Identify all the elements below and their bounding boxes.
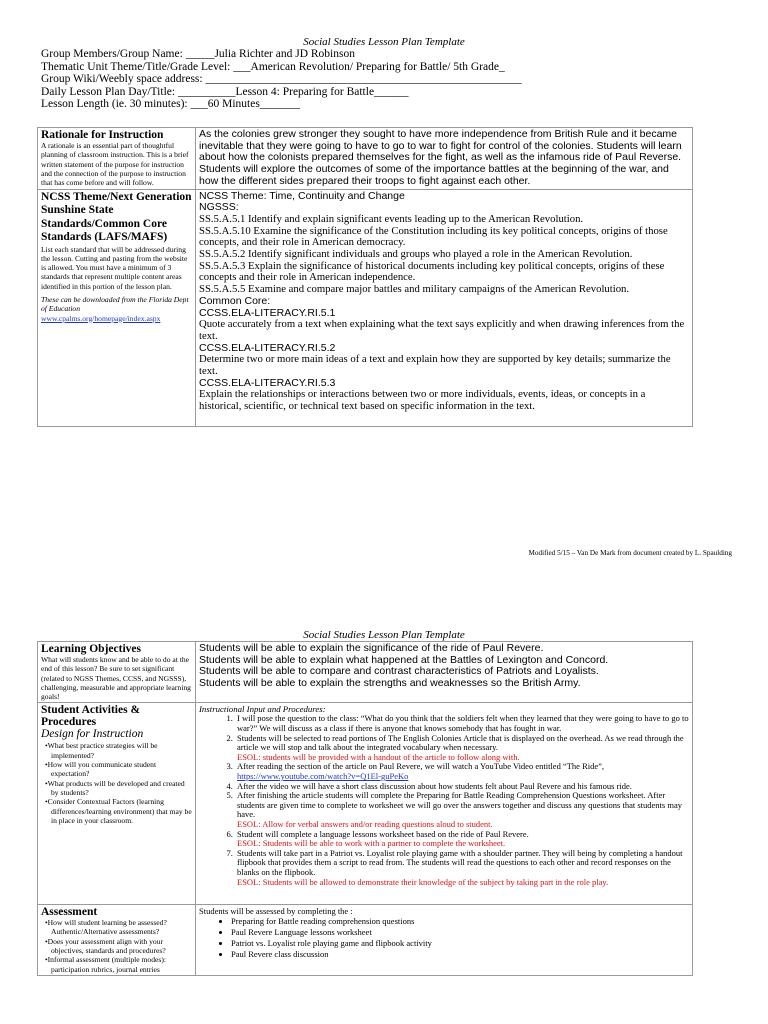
standards-label-cell <box>38 189 196 426</box>
objectives-note: What will students know and be able to do at the end of this lesson? Be sure to set significant (related to NGSS Themes, CCSS, and NGSSS), challenging, measurable and appropriate learning goals! <box>41 655 191 702</box>
length-label: Lesson Length (ie. 30 minutes): <box>41 98 191 111</box>
rationale-label-cell <box>38 128 196 190</box>
objectives-heading: Learning Objectives <box>41 643 141 655</box>
step-text: After reading the section of the article on Paul Revere, we will watch a YouTube Video entitled “The Ride”, <box>237 761 605 772</box>
ccss-text: Quote accurately from a text when explaining what the text says explicitly and when drawing inferences from the text. <box>199 318 685 342</box>
procedure-steps <box>199 762 689 820</box>
prompt-item: •Does your assessment align with your objectives, standards and procedures? <box>45 936 166 956</box>
standards-heading: NCSS Theme/Next Generation Sunshine State Standards/Common Core Standards (LAFS/MAFS) <box>41 190 192 244</box>
ccss-code: CCSS.ELA-LITERACY.RI.5.2 <box>199 341 336 354</box>
ccss-text: Determine two or more main ideas of a text and explain how they are supported by key details; summarize the text. <box>199 353 671 378</box>
objectives-label-cell <box>38 642 196 703</box>
wiki-label: Group Wiki/Weebly space address: <box>41 73 206 86</box>
assessment-lead: Students will be assessed by completing the : <box>199 906 353 917</box>
prompt-item: •Consider Contextual Factors (learning differences/learning environment) that may be in place in your classroom. <box>45 797 192 825</box>
modified-note: Modified 5/15 – Van De Mark from document created by L. Spaulding <box>528 549 732 557</box>
assessment-item: • Patriot vs. Loyalist role playing game and flipbook activity <box>231 938 689 949</box>
procedure-step: 7. Students will take part in a Patriot vs. Loyalist role playing game with a shoulder partner. They will being by completing a handout flipbook that provides them a script to read from. The students will read the questions to each other and record responses on the blanks on the flipbook. <box>235 849 689 878</box>
assessment-heading: Assessment <box>41 906 98 919</box>
standard-line: SS.5.A.5.2 Identify significant individuals and groups who played a role in the American Revolution. <box>199 248 633 261</box>
objective-line: Students will be able to compare and contrast characteristics of Patriots and Loyalists. <box>199 665 599 678</box>
procedure-steps <box>199 714 689 752</box>
prompt-item: •How will you communicate student expectation? <box>45 760 157 779</box>
activities-content-cell <box>196 703 693 905</box>
rationale-content-cell <box>196 128 693 190</box>
procedure-step: 4. After the video we will have a short class discussion about how students felt about Paul Revere and his famous ride. <box>235 782 689 792</box>
objective-line: Students will be able to explain what happened at the Battles of Lexington and Concord. <box>199 653 609 666</box>
esol-note: ESOL: Students will be able to work with a partner to complete the worksheet. <box>237 838 506 849</box>
rationale-text: As the colonies grew stronger they sought to have more independence from British Rule and it became inevitable that they were going to have to go to war to fight for control of the colonies. Students will learn about how the colonists prepared themselves for the fight, as well as the infamous ride of Paul Reverse. Students will explore the outcomes of some of the importance battles at the beginning of the war, and how the different sides prepared their troops to fight against each other. <box>199 128 682 187</box>
objective-line: Students will be able to explain the strengths and weaknesses so the British Army. <box>199 677 581 690</box>
standard-line: SS.5.A.5.10 Examine the significance of the Constitution including its key political concepts, origins of those concepts, and their role in American democracy. <box>199 224 668 249</box>
length-value: ___60 Minutes_______ <box>190 98 301 111</box>
assessment-item: • Paul Revere Language lessons worksheet <box>231 927 689 938</box>
prompt-item: •Informal assessment (multiple modes): participation rubrics, journal entries <box>45 955 166 974</box>
ncss-theme-line: NCSS Theme: Time, Continuity and Change <box>199 189 405 202</box>
rationale-note: A rationale is an essential part of thoughtful planning of classroom instruction. This is a brief written statement of the purpose for instruction and the connection of the purpose to instruction that has come before and will follow. <box>41 141 189 188</box>
prompt-item: •What products will be developed and created by students? <box>45 778 185 797</box>
prompt-item: •How will student learning be assessed? Authentic/Alternative assessments? <box>45 918 167 937</box>
page-title-2: Social Studies Lesson Plan Template <box>303 629 465 641</box>
procedure-step: 1. I will pose the question to the class: “What do you think that the soldiers felt when they learned that they were going to have to go to war?” We will discuss as a class if there is anyone that knows somebody that has fought in war. <box>235 714 689 733</box>
esol-note: ESOL: students will be provided with a handout of the article to follow along with. <box>237 751 520 762</box>
assessment-item: • Preparing for Battle reading comprehension questions <box>231 916 689 927</box>
standards-content-cell <box>196 189 693 426</box>
unit-label: Thematic Unit Theme/Title/Grade Level: <box>41 60 234 73</box>
daily-value: __________Lesson 4: Preparing for Battle______ <box>177 85 409 98</box>
daily-label: Daily Lesson Plan Day/Title: <box>41 85 178 98</box>
esol-note: ESOL: Students will be allowed to demonstrate their knowledge of the subject by taking part in the role play. <box>237 876 609 887</box>
procedure-step: 5. After finishing the article students will complete the Preparing for Battle Reading Comprehension Questions worksheet. After students are given time to complete to worksheet we will go over the answers together and discuss any questions that students may have. <box>235 791 689 820</box>
objectives-content-cell <box>196 642 693 703</box>
standard-line: SS.5.A.5.1 Identify and explain significant events leading up to the American Revolution. <box>199 212 584 225</box>
youtube-link[interactable]: https://www.youtube.com/watch?v=Q1El-guPeKo <box>237 771 409 782</box>
lesson-table-page-1 <box>37 127 693 427</box>
activities-prompts <box>41 741 192 825</box>
group-value: _____Julia Richter and JD Robinson <box>185 48 355 60</box>
unit-value: ___American Revolution/ Preparing for Battle/ 5th Grade_ <box>233 60 505 73</box>
assessment-items <box>199 916 689 960</box>
ccss-code: CCSS.ELA-LITERACY.RI.5.3 <box>199 376 336 389</box>
rationale-heading: Rationale for Instruction <box>41 129 164 141</box>
standards-download-note: These can be downloaded from the Florida Dept of Education <box>41 295 189 314</box>
activities-heading: Student Activities & Procedures <box>41 704 141 729</box>
cpalms-link[interactable]: www.cpalms.org/homepage/index.aspx <box>41 313 161 323</box>
procedure-steps <box>199 849 689 878</box>
procedure-step: 6. Student will complete a language lessons worksheet based on the ride of Paul Revere. <box>235 830 689 840</box>
ngsss-line: NGSSS: <box>199 201 239 214</box>
rationale-row <box>38 128 693 190</box>
common-core-line: Common Core: <box>199 294 271 307</box>
assessment-content-cell <box>196 905 693 976</box>
standard-line: SS.5.A.5.5 Examine and compare major battles and military campaigns of the American Revolution. <box>199 283 630 296</box>
prompt-item: •What best practice strategies will be implemented? <box>45 741 158 760</box>
assessment-label-cell <box>38 905 196 976</box>
lesson-header <box>41 48 522 111</box>
objectives-row <box>38 642 693 703</box>
standards-note: List each standard that will be addressed during the lesson. Cutting and pasting from the website is allowed. You must have a minimum of 3 standards that represent multiple content areas identified in this portion of the lesson plan. <box>41 244 188 291</box>
daily-line <box>41 86 522 99</box>
activities-row <box>38 703 693 905</box>
wiki-line <box>41 73 522 86</box>
page-title: Social Studies Lesson Plan Template <box>303 36 465 48</box>
lesson-table-page-2 <box>37 641 693 976</box>
standards-row <box>38 189 693 426</box>
objective-line: Students will be able to explain the significance of the ride of Paul Revere. <box>199 642 544 654</box>
instruction-heading: Instructional Input and Procedures: <box>199 704 326 715</box>
wiki-value: _______________________________________________________ <box>205 73 522 86</box>
unit-line <box>41 61 522 74</box>
group-line <box>41 48 522 61</box>
activities-label-cell <box>38 703 196 905</box>
group-label: Group Members/Group Name: <box>41 48 186 60</box>
length-line <box>41 98 522 111</box>
assessment-prompts <box>41 918 192 974</box>
assessment-item: • Paul Revere class discussion <box>231 949 689 960</box>
ccss-code: CCSS.ELA-LITERACY.RI.5.1 <box>199 306 336 319</box>
esol-note: ESOL: Allow for verbal answers and/or reading questions aloud to student. <box>237 819 493 830</box>
ccss-text: Explain the relationships or interactions between two or more individuals, events, ideas, or concepts in a historical, scientific, or technical text based on specific information in the text. <box>199 388 646 413</box>
design-subheading: Design for Instruction <box>41 728 144 741</box>
procedure-step <box>235 762 689 781</box>
procedure-step: 2. Students will be selected to read portions of The English Colonies Article that is displayed on the overhead. As we read through the article we will stop and talk about the integrated vocabulary when necessary. <box>235 734 689 753</box>
standard-line: SS.5.A.5.3 Explain the significance of historical documents including key political concepts, origins of these concepts and their role in American independence. <box>199 259 665 284</box>
assessment-row <box>38 905 693 976</box>
